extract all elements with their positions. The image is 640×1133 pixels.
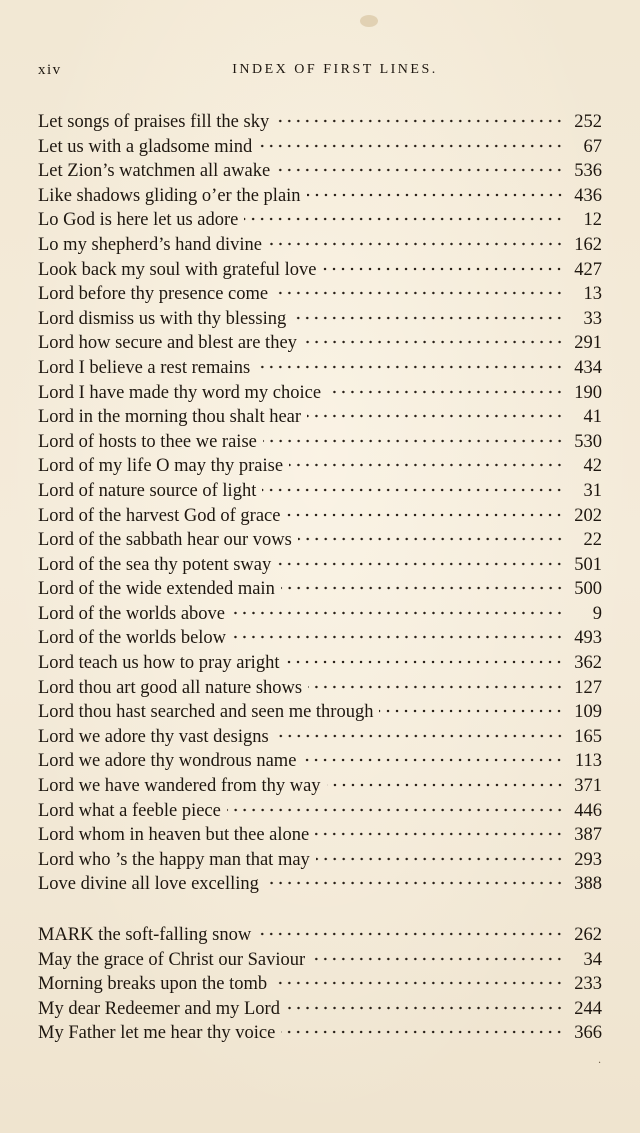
hymn-first-line: Lord teach us how to pray aright xyxy=(38,653,280,674)
hymn-first-line: Lord we adore thy vast designs xyxy=(38,726,269,747)
index-entry xyxy=(38,309,602,334)
dot-leader xyxy=(274,290,564,296)
hymn-page-number: 42 xyxy=(583,456,602,477)
hymn-first-line: Lord we have wandered from thy way xyxy=(38,776,321,797)
hymn-first-line: Lord whom in heaven but thee alone xyxy=(38,825,310,846)
dot-leader xyxy=(285,659,564,665)
index-entry xyxy=(38,260,602,285)
hymn-first-line: Lord of the worlds below xyxy=(38,628,227,649)
hymn-first-line: Lord in the morning thou shalt hear xyxy=(38,407,302,428)
hymn-first-line: Lord of the harvest God of grace xyxy=(38,505,281,526)
dot-leader xyxy=(379,708,564,714)
index-entry xyxy=(38,186,602,211)
dot-leader xyxy=(286,512,564,518)
dot-leader xyxy=(273,980,564,986)
index-entry xyxy=(38,1023,602,1048)
dot-leader xyxy=(322,266,564,272)
dot-leader xyxy=(281,1029,564,1035)
index-section-m xyxy=(38,925,602,1048)
printer-mark: · xyxy=(598,1058,602,1069)
hymn-first-line: Like shadows gliding o’er the plain xyxy=(38,185,301,206)
page-folio: xiv xyxy=(38,62,62,78)
hymn-page-number: 446 xyxy=(574,800,602,821)
index-entry xyxy=(38,456,602,481)
dot-leader xyxy=(256,364,564,370)
hymn-page-number: 9 xyxy=(592,603,602,624)
index-entry xyxy=(38,925,602,950)
hymn-first-line: May the grace of Christ our Saviour xyxy=(38,949,306,970)
dot-leader xyxy=(311,956,564,962)
hymn-page-number: 293 xyxy=(574,849,602,870)
dot-leader xyxy=(315,831,564,837)
index-entry xyxy=(38,506,602,531)
dot-leader xyxy=(327,389,564,395)
index-entry xyxy=(38,653,602,678)
hymn-page-number: 109 xyxy=(574,702,602,723)
dot-leader xyxy=(275,118,564,124)
dot-leader xyxy=(308,684,564,690)
hymn-first-line: Lo God is here let us adore xyxy=(38,210,239,231)
hymn-first-line: Morning breaks upon the tomb xyxy=(38,974,268,995)
hymn-page-number: 165 xyxy=(574,726,602,747)
hymn-first-line: Lord who ’s the happy man that may xyxy=(38,849,310,870)
index-entry xyxy=(38,579,602,604)
dot-leader xyxy=(327,782,564,788)
hymn-first-line: Lord of the sea thy potent sway xyxy=(38,554,272,575)
hymn-page-number: 262 xyxy=(574,925,602,945)
index-entry xyxy=(38,751,602,776)
dot-leader xyxy=(277,561,564,567)
dot-leader xyxy=(265,880,564,886)
index-entry xyxy=(38,333,602,358)
index-entry xyxy=(38,383,602,408)
hymn-first-line: Lord of hosts to thee we raise xyxy=(38,431,257,452)
dot-leader xyxy=(292,315,564,321)
hymn-page-number: 41 xyxy=(583,407,602,428)
hymn-first-line: Lord what a feeble piece xyxy=(38,800,221,821)
hymn-page-number: 387 xyxy=(574,825,602,846)
hymn-page-number: 202 xyxy=(574,505,602,526)
page-header xyxy=(38,62,602,84)
index-entry xyxy=(38,801,602,826)
hymn-first-line: Look back my soul with grateful love xyxy=(38,259,317,280)
index-list xyxy=(38,112,602,1048)
paper-stain xyxy=(360,15,378,27)
index-entry xyxy=(38,825,602,850)
hymn-page-number: 252 xyxy=(574,112,602,132)
index-entry xyxy=(38,235,602,260)
dot-leader xyxy=(316,856,564,862)
hymn-page-number: 530 xyxy=(574,431,602,452)
hymn-first-line: Lord I believe a rest remains xyxy=(38,357,251,378)
hymn-page-number: 434 xyxy=(574,357,602,378)
index-entry xyxy=(38,481,602,506)
hymn-page-number: 362 xyxy=(574,653,602,674)
hymn-first-line: Let songs of praises fill the sky xyxy=(38,112,270,132)
hymn-first-line: MARK the soft-falling snow xyxy=(38,925,252,945)
dot-leader xyxy=(281,585,564,591)
hymn-page-number: 371 xyxy=(574,776,602,797)
dot-leader xyxy=(286,1005,564,1011)
index-section-l xyxy=(38,112,602,899)
dot-leader xyxy=(258,143,564,149)
hymn-first-line: Love divine all love excelling xyxy=(38,874,259,895)
index-entry xyxy=(38,358,602,383)
hymn-first-line: Lord before thy presence come xyxy=(38,284,269,305)
dot-leader xyxy=(268,241,564,247)
hymn-page-number: 22 xyxy=(583,530,602,551)
hymn-page-number: 493 xyxy=(574,628,602,649)
index-entry xyxy=(38,112,602,137)
running-title: INDEX OF FIRST LINES. xyxy=(232,62,438,77)
dot-leader xyxy=(307,192,564,198)
dot-leader xyxy=(262,487,564,493)
index-entry xyxy=(38,161,602,186)
hymn-page-number: 190 xyxy=(574,382,602,403)
hymn-first-line: Lord of the sabbath hear our vows xyxy=(38,530,292,551)
hymn-first-line: Lord dismiss us with thy blessing xyxy=(38,308,287,329)
hymn-page-number: 113 xyxy=(574,751,602,772)
hymn-page-number: 366 xyxy=(574,1023,602,1044)
dot-leader xyxy=(307,413,564,419)
hymn-page-number: 291 xyxy=(574,333,602,354)
dot-leader xyxy=(275,733,564,739)
hymn-page-number: 67 xyxy=(583,136,602,157)
hymn-page-number: 244 xyxy=(574,998,602,1019)
index-entry xyxy=(38,555,602,580)
index-entry xyxy=(38,678,602,703)
dot-leader xyxy=(232,634,564,640)
index-entry xyxy=(38,702,602,727)
section-gap xyxy=(38,899,602,925)
index-entry xyxy=(38,874,602,899)
hymn-page-number: 500 xyxy=(574,579,602,600)
dot-leader xyxy=(231,610,564,616)
dot-leader xyxy=(276,167,564,173)
index-entry xyxy=(38,407,602,432)
hymn-page-number: 536 xyxy=(574,161,602,182)
index-entry xyxy=(38,850,602,875)
hymn-first-line: Lo my shepherd’s hand divine xyxy=(38,234,263,255)
index-entry xyxy=(38,530,602,555)
hymn-page-number: 436 xyxy=(574,185,602,206)
hymn-first-line: Let Zion’s watchmen all awake xyxy=(38,161,271,182)
index-entry xyxy=(38,999,602,1024)
hymn-first-line: Lord of the worlds above xyxy=(38,603,226,624)
hymn-first-line: Lord how secure and blest are they xyxy=(38,333,297,354)
hymn-page-number: 388 xyxy=(574,874,602,895)
hymn-page-number: 127 xyxy=(574,677,602,698)
index-entry xyxy=(38,210,602,235)
hymn-page-number: 33 xyxy=(583,308,602,329)
hymn-first-line: Lord I have made thy word my choice xyxy=(38,382,322,403)
index-entry xyxy=(38,950,602,975)
dot-leader xyxy=(263,438,564,444)
hymn-page-number: 501 xyxy=(574,554,602,575)
index-entry xyxy=(38,284,602,309)
hymn-first-line: My Father let me hear thy voice xyxy=(38,1023,276,1044)
index-entry xyxy=(38,628,602,653)
hymn-page-number: 427 xyxy=(574,259,602,280)
hymn-first-line: Lord we adore thy wondrous name xyxy=(38,751,297,772)
dot-leader xyxy=(244,216,564,222)
hymn-first-line: Lord thou art good all nature shows xyxy=(38,677,303,698)
dot-leader xyxy=(303,339,564,345)
hymn-page-number: 34 xyxy=(583,949,602,970)
hymn-first-line: My dear Redeemer and my Lord xyxy=(38,998,280,1019)
hymn-first-line: Lord of nature source of light xyxy=(38,480,257,501)
hymn-page-number: 162 xyxy=(574,234,602,255)
index-entry xyxy=(38,974,602,999)
dot-leader xyxy=(289,462,564,468)
hymn-page-number: 13 xyxy=(583,284,602,305)
hymn-page-number: 12 xyxy=(583,210,602,231)
dot-leader xyxy=(298,536,564,542)
hymn-first-line: Lord of the wide extended main xyxy=(38,579,275,600)
dot-leader xyxy=(227,807,564,813)
dot-leader xyxy=(257,931,564,937)
index-entry xyxy=(38,432,602,457)
index-entry xyxy=(38,137,602,162)
index-entry xyxy=(38,776,602,801)
index-entry xyxy=(38,727,602,752)
dot-leader xyxy=(302,757,564,763)
index-entry xyxy=(38,604,602,629)
hymn-first-line: Lord thou hast searched and seen me through xyxy=(38,702,374,723)
hymn-page-number: 233 xyxy=(574,974,602,995)
hymn-first-line: Lord of my life O may thy praise xyxy=(38,456,284,477)
hymn-page-number: 31 xyxy=(583,480,602,501)
hymn-first-line: Let us with a gladsome mind xyxy=(38,136,253,157)
